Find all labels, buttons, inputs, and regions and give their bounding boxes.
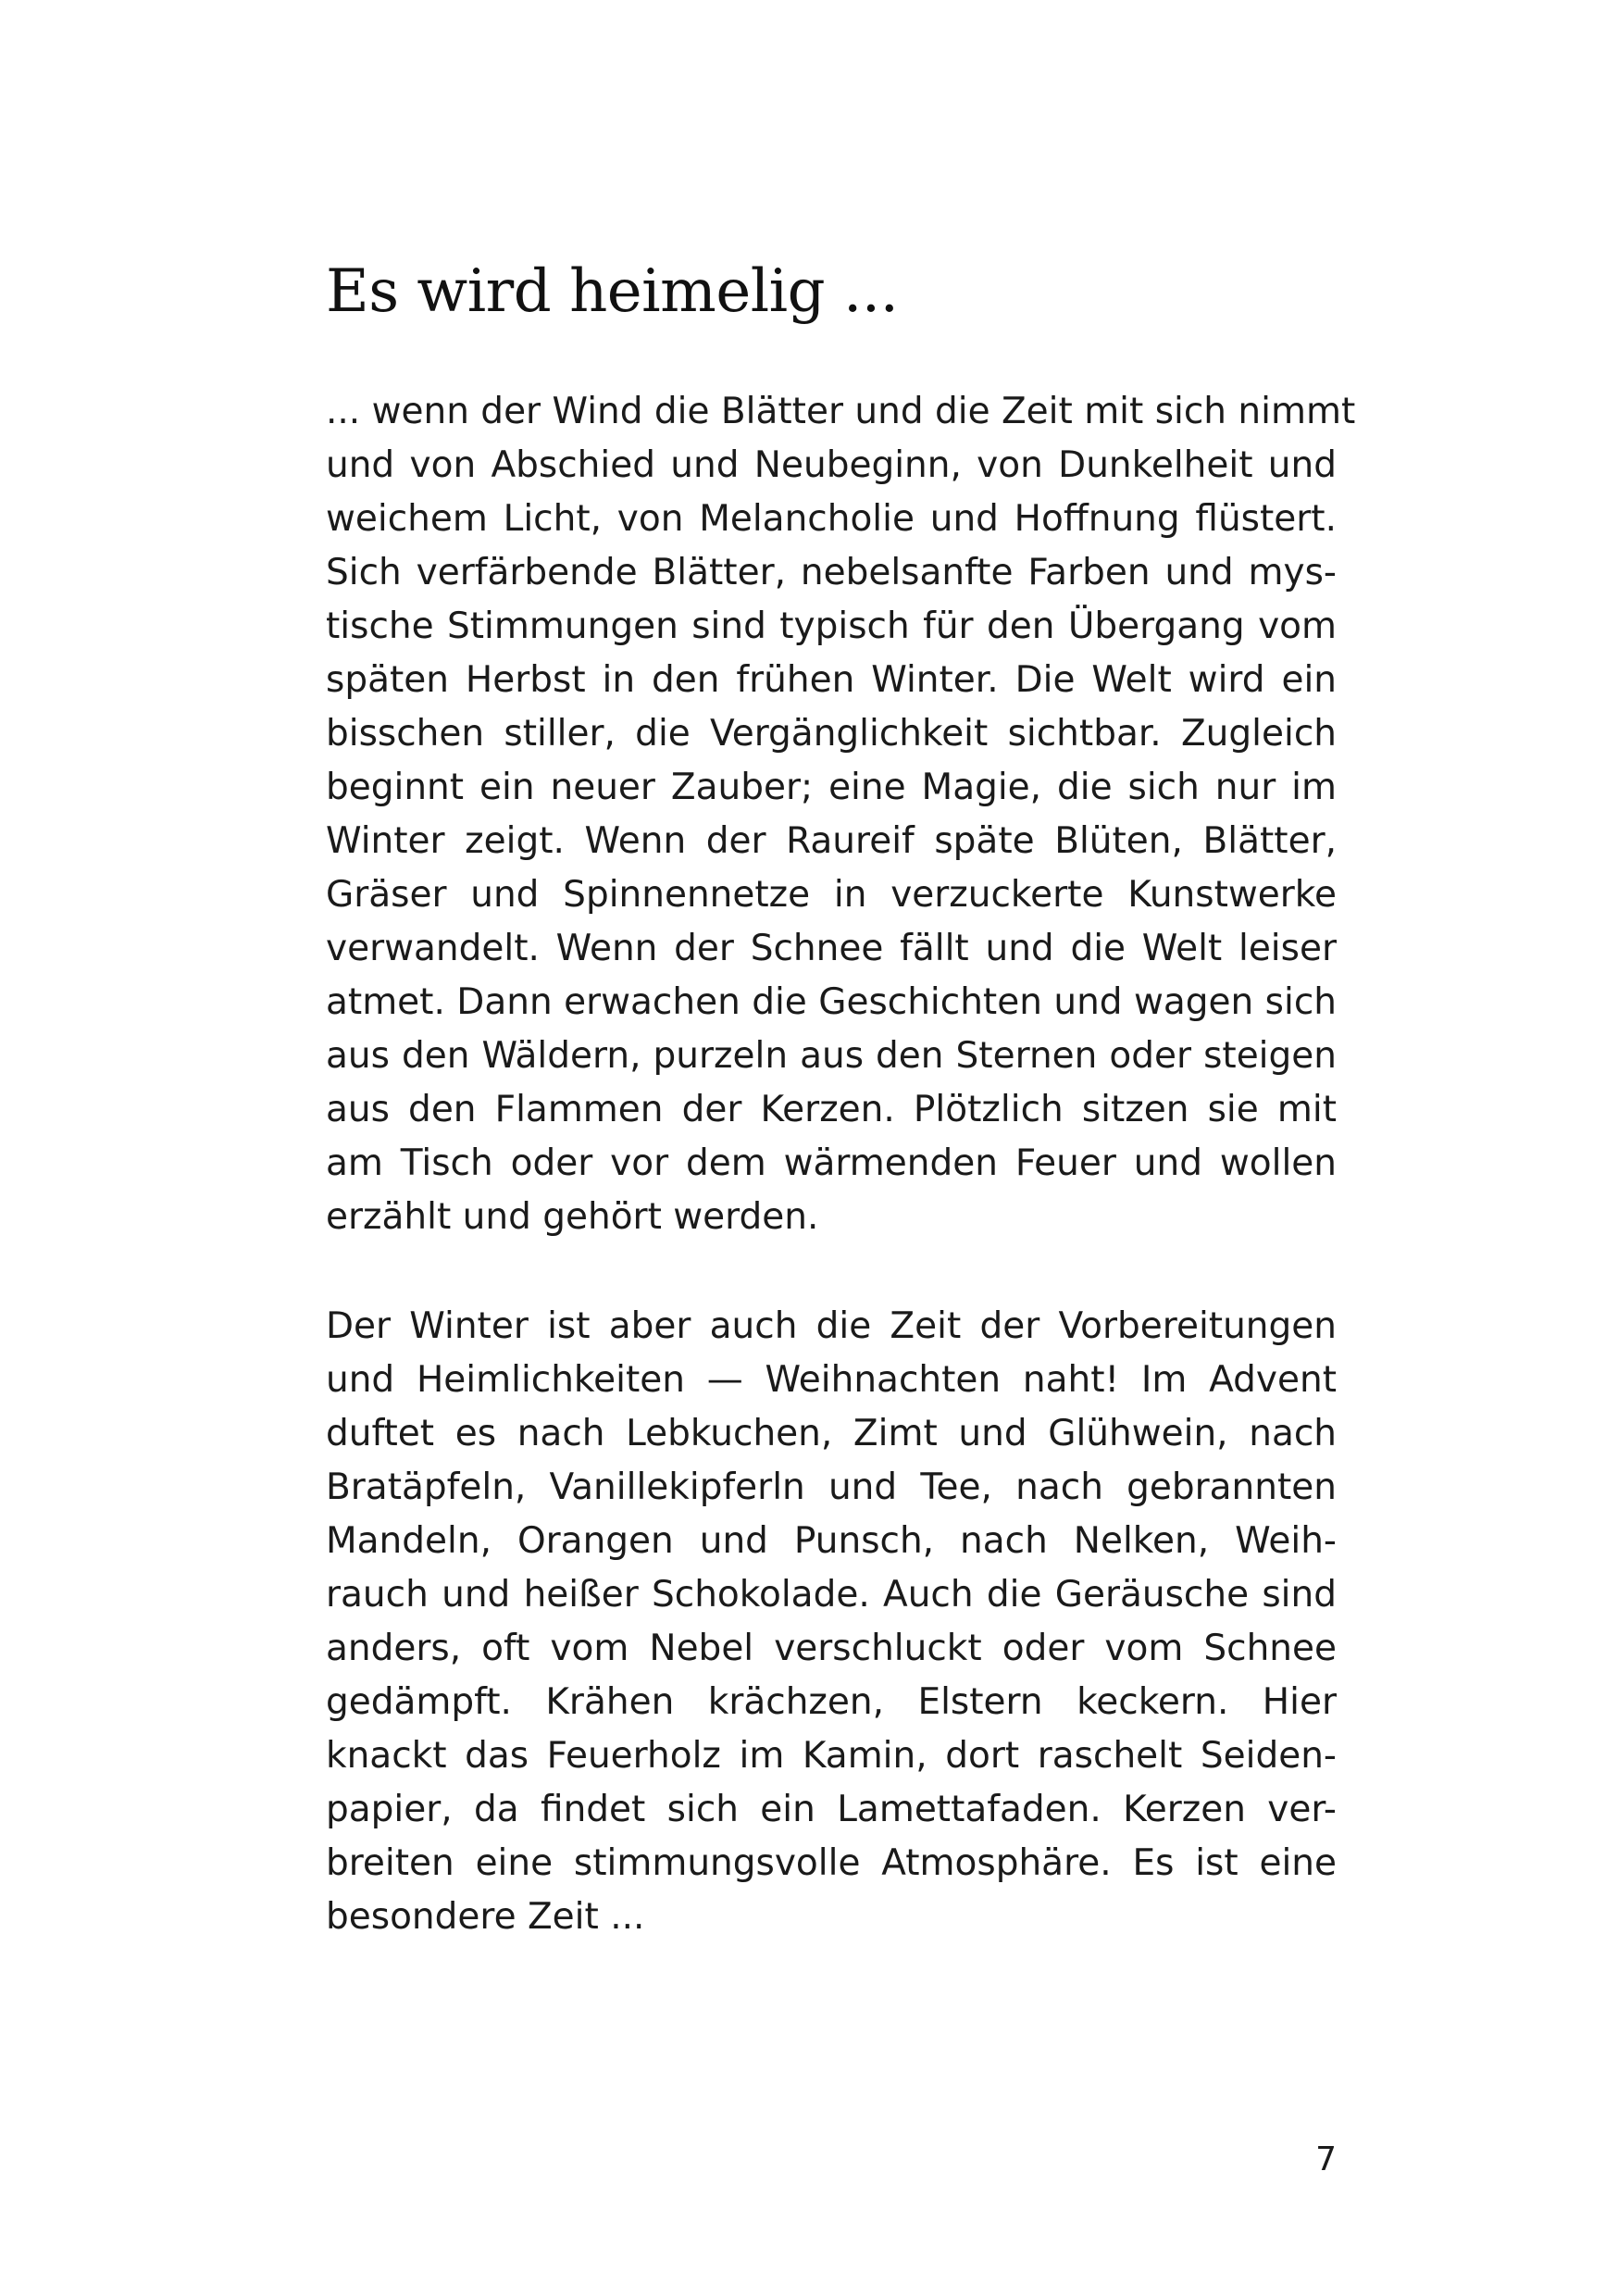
text-line: rauch und heißer Schokolade. Auch die Geräusche sind bbox=[326, 1574, 1337, 1616]
text-line: weichem Licht, von Melancholie und Hoffnung flüstert. bbox=[326, 498, 1337, 540]
paragraph-2 bbox=[326, 1300, 1337, 1944]
text-line: Bratäpfeln, Vanillekipferln und Tee, nach gebrannten bbox=[326, 1466, 1337, 1508]
text-line: und von Abschied und Neubeginn, von Dunkelheit und bbox=[326, 444, 1337, 486]
text-line: bisschen stiller, die Vergänglichkeit sichtbar. Zugleich bbox=[326, 713, 1337, 755]
text-line: Sich verfärbende Blätter, nebelsanfte Farben und mys- bbox=[326, 552, 1337, 593]
text-line: und Heimlichkeiten — Weihnachten naht! Im Advent bbox=[326, 1359, 1337, 1401]
text-line: duftet es nach Lebkuchen, Zimt und Glühwein, nach bbox=[326, 1413, 1337, 1454]
text-line: erzählt und gehört werden. bbox=[326, 1196, 819, 1238]
text-line: verwandelt. Wenn der Schnee fällt und die Welt leiser bbox=[326, 928, 1337, 969]
text-line: beginnt ein neuer Zauber; eine Magie, die sich nur im bbox=[326, 767, 1337, 808]
text-line: späten Herbst in den frühen Winter. Die Welt wird ein bbox=[326, 659, 1337, 701]
text-line: tische Stimmungen sind typisch für den Übergang vom bbox=[326, 605, 1337, 647]
text-line: am Tisch oder vor dem wärmenden Feuer und wollen bbox=[326, 1142, 1337, 1184]
text-line: Winter zeigt. Wenn der Raureif späte Blüten, Blätter, bbox=[326, 820, 1337, 862]
text-line: breiten eine stimmungsvolle Atmosphäre. Es ist eine bbox=[326, 1842, 1337, 1884]
page-title: Es wird heimelig ... bbox=[326, 257, 899, 326]
text-line: Der Winter ist aber auch die Zeit der Vorbereitungen bbox=[326, 1305, 1337, 1347]
paragraph-1 bbox=[326, 385, 1356, 1244]
text-line: anders, oft vom Nebel verschluckt oder vom Schnee bbox=[326, 1628, 1337, 1669]
text-line: besondere Zeit ... bbox=[326, 1896, 645, 1938]
text-line: atmet. Dann erwachen die Geschichten und wagen sich bbox=[326, 981, 1337, 1023]
text-line: Gräser und Spinnennetze in verzuckerte Kunstwerke bbox=[326, 874, 1337, 916]
text-line: Mandeln, Orangen und Punsch, nach Nelken, Weih- bbox=[326, 1520, 1337, 1562]
page-number: 7 bbox=[1315, 2140, 1337, 2178]
text-line: knackt das Feuerholz im Kamin, dort raschelt Seiden- bbox=[326, 1735, 1337, 1777]
text-line: gedämpft. Krähen krächzen, Elstern keckern. Hier bbox=[326, 1681, 1337, 1723]
text-line: papier, da findet sich ein Lamettafaden. Kerzen ver- bbox=[326, 1789, 1337, 1830]
text-line: aus den Wäldern, purzeln aus den Sternen oder steigen bbox=[326, 1035, 1337, 1077]
text-line: aus den Flammen der Kerzen. Plötzlich sitzen sie mit bbox=[326, 1089, 1337, 1130]
text-line: ... wenn der Wind die Blätter und die Zeit mit sich nimmt bbox=[326, 391, 1356, 432]
